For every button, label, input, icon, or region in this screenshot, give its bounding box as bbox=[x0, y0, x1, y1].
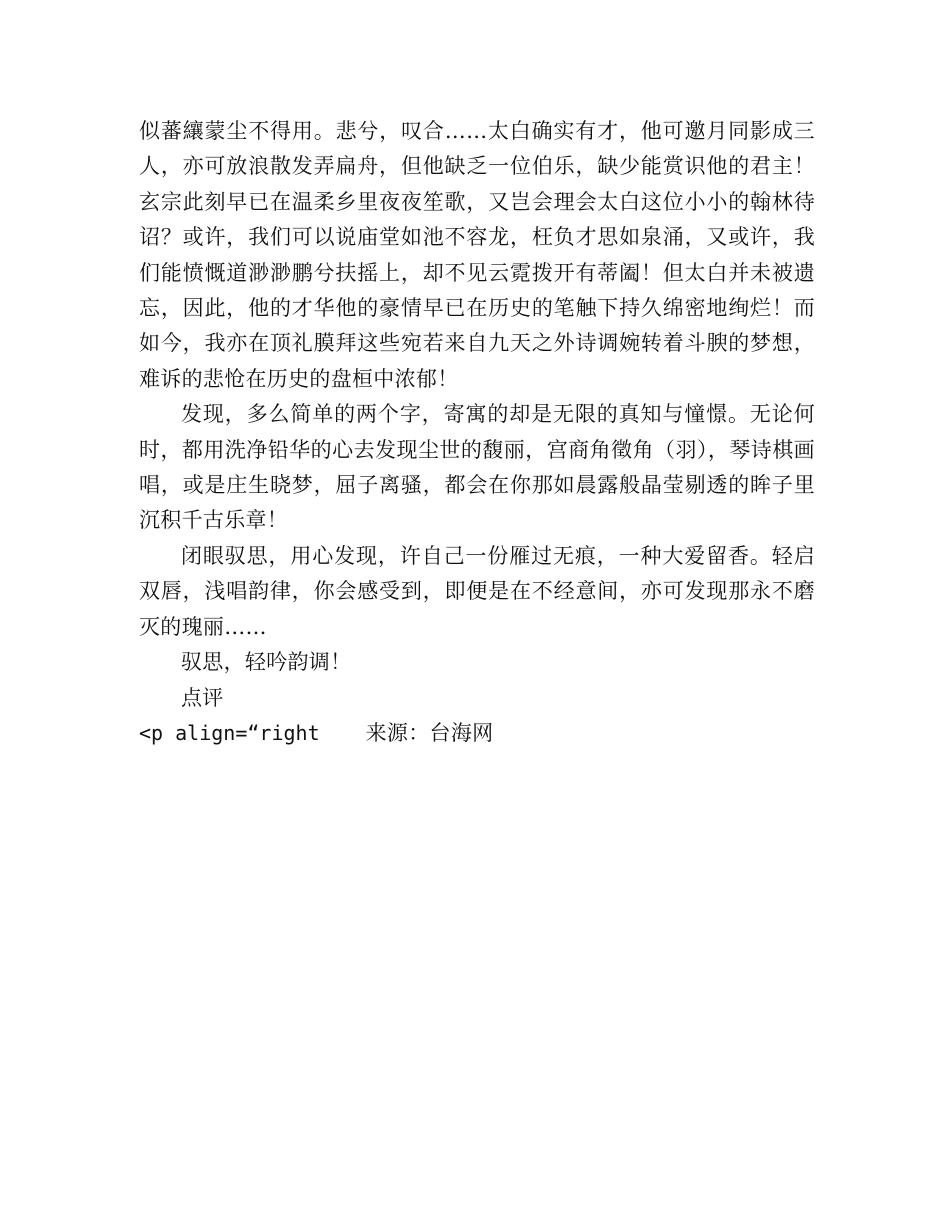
html-code-fragment: <p align=“right bbox=[139, 720, 320, 745]
article-body bbox=[139, 114, 815, 751]
paragraph-continuation: 似蕃纕蒙尘不得用。悲兮，叹合……太白确实有才，他可邀月同影成三人，亦可放浪散发弄扁舟，但他缺乏一位伯乐，缺少能赏识他的君主！玄宗此刻早已在温柔乡里夜夜笙歌，又岂会理会太白这位小小的翰林待诏？或许，我们可以说庙堂如池不容龙，枉负才思如泉涌，又或许，我们能愤慨道渺渺鹏兮扶摇上，却不见云霓拨开有蒂阖！但太白并未被遗忘，因此，他的才华他的豪情早已在历史的笔触下持久绵密地绚烂！而如今，我亦在顶礼膜拜这些宛若来自九天之外诗调婉转着斗腴的梦想，难诉的悲怆在历史的盘桓中浓郁！ bbox=[139, 119, 815, 391]
paragraph-discovery: 发现，多么简单的两个字，寄寓的却是无限的真知与憧憬。无论何时，都用洗净铅华的心去发现尘世的馥丽，宫商角徵角（羽），琴诗棋画唱，或是庄生晓梦，屈子离骚，都会在你那如晨露般晶莹剔透的眸子里沉积千古乐章！ bbox=[139, 402, 815, 533]
paragraph-closing: 闭眼驭思，用心发现，许自己一份雁过无痕，一种大爱留香。轻启双唇，浅唱韵律，你会感受到，即便是在不经意间，亦可发现那永不磨灭的瑰丽…… bbox=[139, 543, 815, 639]
source-line bbox=[139, 716, 815, 751]
source-label: 来源：台海网 bbox=[365, 720, 494, 745]
paragraph-exclamation: 驭思，轻吟韵调！ bbox=[181, 650, 352, 675]
comment-heading: 点评 bbox=[181, 685, 224, 710]
